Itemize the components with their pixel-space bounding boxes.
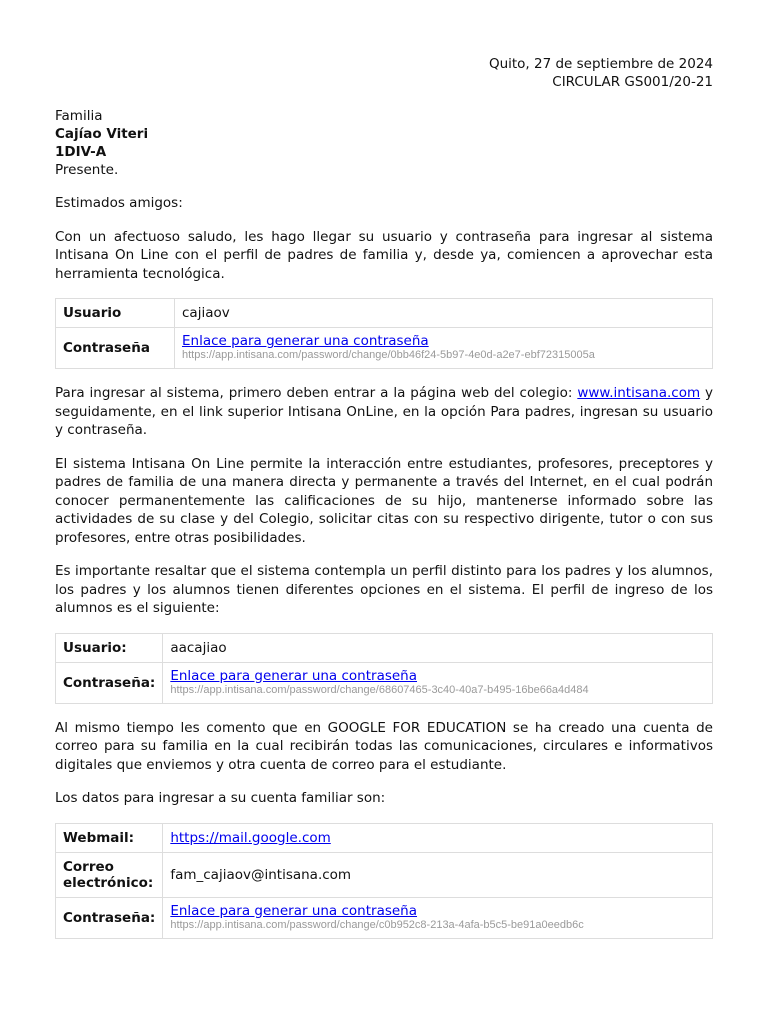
password-cell: [175, 328, 713, 369]
table-row: [56, 299, 713, 328]
course-name: 1DIV-A: [55, 144, 107, 160]
table-row: [56, 662, 713, 703]
user-label: Usuario:: [56, 633, 163, 662]
password-url: https://app.intisana.com/password/change/0bb46f24-5b97-4e0d-a2e7-ebf72315005a: [182, 349, 595, 361]
user-label: Usuario: [56, 299, 175, 328]
table-row: [56, 823, 713, 852]
webmail-label: Webmail:: [56, 823, 163, 852]
access-text-after: y seguidamente, en el link superior Intisana OnLine, en la opción Para padres, ingresan su usuario y contraseña.: [55, 385, 714, 438]
email-value: fam_cajiaov@intisana.com: [163, 852, 713, 897]
parent-credentials-table: [55, 298, 713, 369]
table-row: [56, 897, 713, 938]
generate-password-link[interactable]: Enlace para generar una contraseña: [182, 333, 429, 349]
access-text-before: Para ingresar al sistema, primero deben entrar a la página web del colegio:: [55, 385, 578, 401]
user-value: aacajiao: [163, 633, 713, 662]
family-name: Cajíao Viteri: [55, 126, 149, 142]
access-paragraph: [55, 384, 713, 440]
password-label: Contraseña:: [56, 897, 163, 938]
table-row: [56, 852, 713, 897]
family-account-intro: Los datos para ingresar a su cuenta familiar son:: [55, 790, 386, 806]
password-label: Contraseña: [56, 328, 175, 369]
present-line: Presente.: [55, 162, 119, 178]
generate-password-link[interactable]: Enlace para generar una contraseña: [170, 902, 418, 919]
family-account-table: [55, 823, 713, 939]
user-value: cajiaov: [175, 299, 713, 328]
circular-number: CIRCULAR GS001/20-21: [552, 74, 713, 90]
letter-header: [55, 0, 713, 91]
greeting: Estimados amigos:: [55, 195, 183, 211]
table-row: [56, 328, 713, 369]
google-paragraph: Al mismo tiempo les comento que en GOOGLE FOR EDUCATION se ha creado una cuenta de correo para su familia en la cual recibirán todas las comunicaciones, circulares e informativos digitales que enviemos y otra cuenta de correo para el estudiante.: [55, 719, 713, 773]
profile-paragraph: Es importante resaltar que el sistema contempla un perfil distinto para los padres y los alumnos, los padres y los alumnos tienen diferentes opciones en el sistema. El perfil de ingreso de los alumnos es el siguiente:: [55, 563, 713, 616]
password-cell: [163, 897, 713, 938]
school-website-link[interactable]: www.intisana.com: [577, 385, 701, 401]
email-label: Correo electrónico:: [56, 852, 163, 897]
password-cell: [163, 662, 713, 703]
system-paragraph: El sistema Intisana On Line permite la interacción entre estudiantes, profesores, preceptores y padres de familia de una manera directa y permanente a través del Internet, en el cual podrán conocer permanentemente las calificaciones de su hijo, mantenerse informado sobre las actividades de su clase y del Colegio, solicitar citas con su respectivo dirigente, tutor o con sus profesores, entre otras posibilidades.: [55, 455, 713, 546]
webmail-link[interactable]: https://mail.google.com: [170, 829, 331, 846]
date-line: Quito, 27 de septiembre de 2024: [488, 56, 713, 72]
password-label: Contraseña:: [56, 662, 163, 703]
intro-paragraph: Con un afectuoso saludo, les hago llegar su usuario y contraseña para ingresar al sistema Intisana On Line con el perfil de padres de familia y, desde ya, comiencen a aprovechar esta herramienta tecnológica.: [55, 228, 713, 282]
student-credentials-table: [55, 633, 713, 704]
password-url: https://app.intisana.com/password/change/c0b952c8-213a-4afa-b5c5-be91a0eedb6c: [170, 918, 584, 931]
password-url: https://app.intisana.com/password/change/68607465-3c40-40a7-b495-16be66a4d484: [170, 683, 589, 696]
table-row: [56, 633, 713, 662]
generate-password-link[interactable]: Enlace para generar una contraseña: [170, 667, 418, 684]
webmail-cell: [163, 823, 713, 852]
addressee-line: Familia: [55, 108, 103, 124]
addressee-block: [55, 107, 713, 179]
